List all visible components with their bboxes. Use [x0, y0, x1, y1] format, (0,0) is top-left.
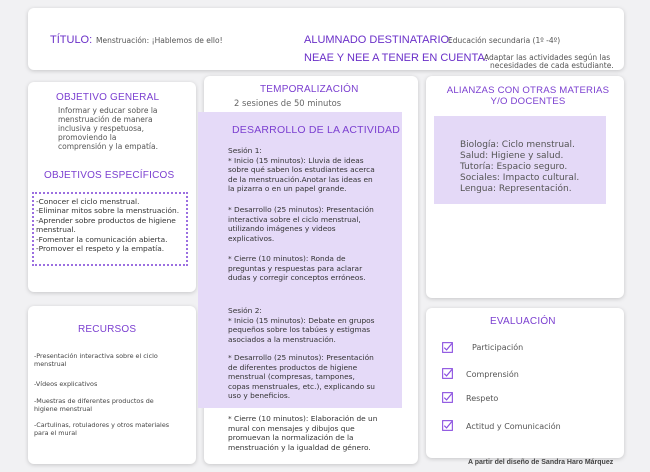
activity-line: menstrual (compresas, tampones, — [228, 372, 355, 382]
session1-close — [228, 254, 408, 283]
title-value: Menstruación: ¡Hablemos de ello! — [96, 36, 223, 45]
general-objective-text — [58, 106, 188, 151]
audience-label: ALUMNADO DESTINATARIO: — [304, 34, 453, 46]
resource-item — [34, 352, 194, 368]
general-objective-heading: OBJETIVO GENERAL — [56, 92, 160, 103]
resource-line: para el mural — [34, 429, 77, 437]
list-item: -Promover el respeto y la empatía. — [36, 244, 165, 254]
activity-line: asociados a la menstruación. — [228, 334, 336, 344]
session2-title: Sesión 2: — [228, 306, 262, 315]
activity-line: preguntas y respuestas para aclarar — [228, 263, 363, 273]
session1-block — [228, 146, 408, 194]
session1-title: Sesión 1: — [228, 146, 262, 155]
session2-close — [228, 414, 408, 452]
resource-item — [34, 397, 194, 413]
objectives-card — [28, 82, 196, 292]
activity-line: utilizando imágenes y videos — [228, 224, 336, 234]
list-item: -Eliminar mitos sobre la menstruación. — [36, 206, 180, 216]
objective-line: inclusiva y respetuosa, — [58, 124, 145, 133]
activity-line: interactiva sobre el ciclo menstrual, — [228, 214, 361, 224]
activity-line: uso y beneficios. — [228, 391, 291, 401]
needs-value-line1: Adaptar las actividades según las — [484, 53, 611, 62]
needs-label: NEAE Y NEE A TENER EN CUENTA: — [304, 52, 488, 64]
header-card — [28, 8, 624, 70]
specific-objectives-list — [32, 192, 188, 266]
activity-line: menstruación y la igualdad de género. — [228, 442, 371, 452]
activity-line: la pizarra o en un papel grande. — [228, 184, 347, 194]
resources-heading: RECURSOS — [78, 324, 137, 335]
needs-value-line2: necesidades de cada estudiante. — [490, 61, 614, 70]
list-item: menstrual. — [36, 225, 76, 235]
resource-item — [34, 380, 194, 388]
activity-line: * Desarrollo (25 minutos): Presentación — [228, 205, 374, 214]
resource-line: -Cartulinas, rotuladores y otros materiales — [34, 421, 170, 429]
resource-line: higiene menstrual — [34, 405, 93, 413]
list-item: -Aprender sobre productos de higiene — [36, 215, 176, 225]
evaluation-card — [426, 308, 624, 458]
activity-line: de diferentes productos de higiene — [228, 362, 358, 372]
activity-line: copas menstruales, etc.), explicando su — [228, 381, 375, 391]
alliance-item: Lengua: Representación. — [460, 184, 572, 194]
resources-card — [28, 306, 196, 464]
objective-line: promoviendo la — [58, 133, 117, 142]
activity-line: * Cierre (10 minutos): Elaboración de un — [228, 414, 378, 423]
alliance-item: Tutoría: Espacio seguro. — [460, 162, 568, 172]
title-label: TÍTULO: — [50, 34, 93, 46]
alliances-card — [426, 76, 624, 298]
alliances-heading-line1: ALIANZAS CON OTRAS MATERIAS — [446, 85, 610, 96]
checkbox-icon — [442, 420, 453, 431]
resource-line: menstrual — [34, 360, 67, 368]
audience-value: Educación secundaria (1º -4º) — [448, 36, 561, 45]
activity-line: de la menstruación.Anotar las ideas en — [228, 174, 373, 184]
design-credit: A partir del diseño de Sandra Haro Márquez — [468, 459, 614, 466]
activity-line: * Inicio (15 minutos): Lluvia de ideas — [228, 155, 364, 165]
resource-item — [34, 421, 194, 437]
activity-line: * Inicio (15 minutos): Debate en grupos — [228, 315, 375, 325]
alliance-item: Biología: Ciclo menstrual. — [460, 140, 575, 150]
evaluation-heading: EVALUACIÓN — [490, 316, 556, 327]
timing-sessions: 2 sesiones de 50 minutos — [234, 98, 342, 108]
checkbox-icon — [442, 342, 453, 353]
resource-line: -Vídeos explicativos — [34, 380, 98, 388]
list-item: -Fomentar la comunicación abierta. — [36, 234, 168, 244]
resource-line: -Muestras de diferentes productos de — [34, 397, 154, 405]
alliances-heading-line2: Y/O DOCENTES — [490, 96, 566, 107]
checkbox-icon — [442, 392, 453, 403]
objective-line: menstruación de manera — [58, 115, 153, 124]
evaluation-item: Comprensión — [466, 370, 519, 379]
activity-line: explicativos. — [228, 233, 275, 243]
session1-development — [228, 205, 408, 243]
session2-development — [228, 353, 408, 401]
objective-line: comprensión y la empatía. — [58, 142, 158, 151]
checkbox-icon — [442, 368, 453, 379]
activity-line: pequeños sobre los tabúes y estigmas — [228, 325, 371, 335]
evaluation-item: Respeto — [466, 394, 499, 403]
specific-objectives-heading: OBJETIVOS ESPECÍFICOS — [44, 170, 175, 181]
activity-line: * Cierre (10 minutos): Ronda de — [228, 254, 346, 263]
session2-block — [228, 306, 408, 344]
activity-line: dudas y corregir conceptos erróneos. — [228, 273, 366, 283]
timing-heading: TEMPORALIZACIÓN — [260, 84, 359, 95]
objective-line: Informar y educar sobre la — [58, 106, 158, 115]
resource-line: -Presentación interactiva sobre el ciclo — [34, 352, 158, 360]
activity-heading: DESARROLLO DE LA ACTIVIDAD — [232, 124, 401, 136]
evaluation-item: Actitud y Comunicación — [466, 422, 561, 431]
activity-line: promuevan la normalización de la — [228, 433, 354, 443]
activity-line: mural con mensajes y dibujos que — [228, 423, 355, 433]
activity-line: * Desarrollo (25 minutos): Presentación — [228, 353, 374, 362]
alliance-item: Sociales: Impacto cultural. — [460, 173, 580, 183]
list-item: -Conocer el ciclo menstrual. — [36, 197, 140, 206]
alliance-item: Salud: Higiene y salud. — [460, 151, 564, 161]
activity-line: sobre qué saben los estudiantes acerca — [228, 165, 375, 175]
evaluation-item: Participación — [472, 343, 524, 352]
